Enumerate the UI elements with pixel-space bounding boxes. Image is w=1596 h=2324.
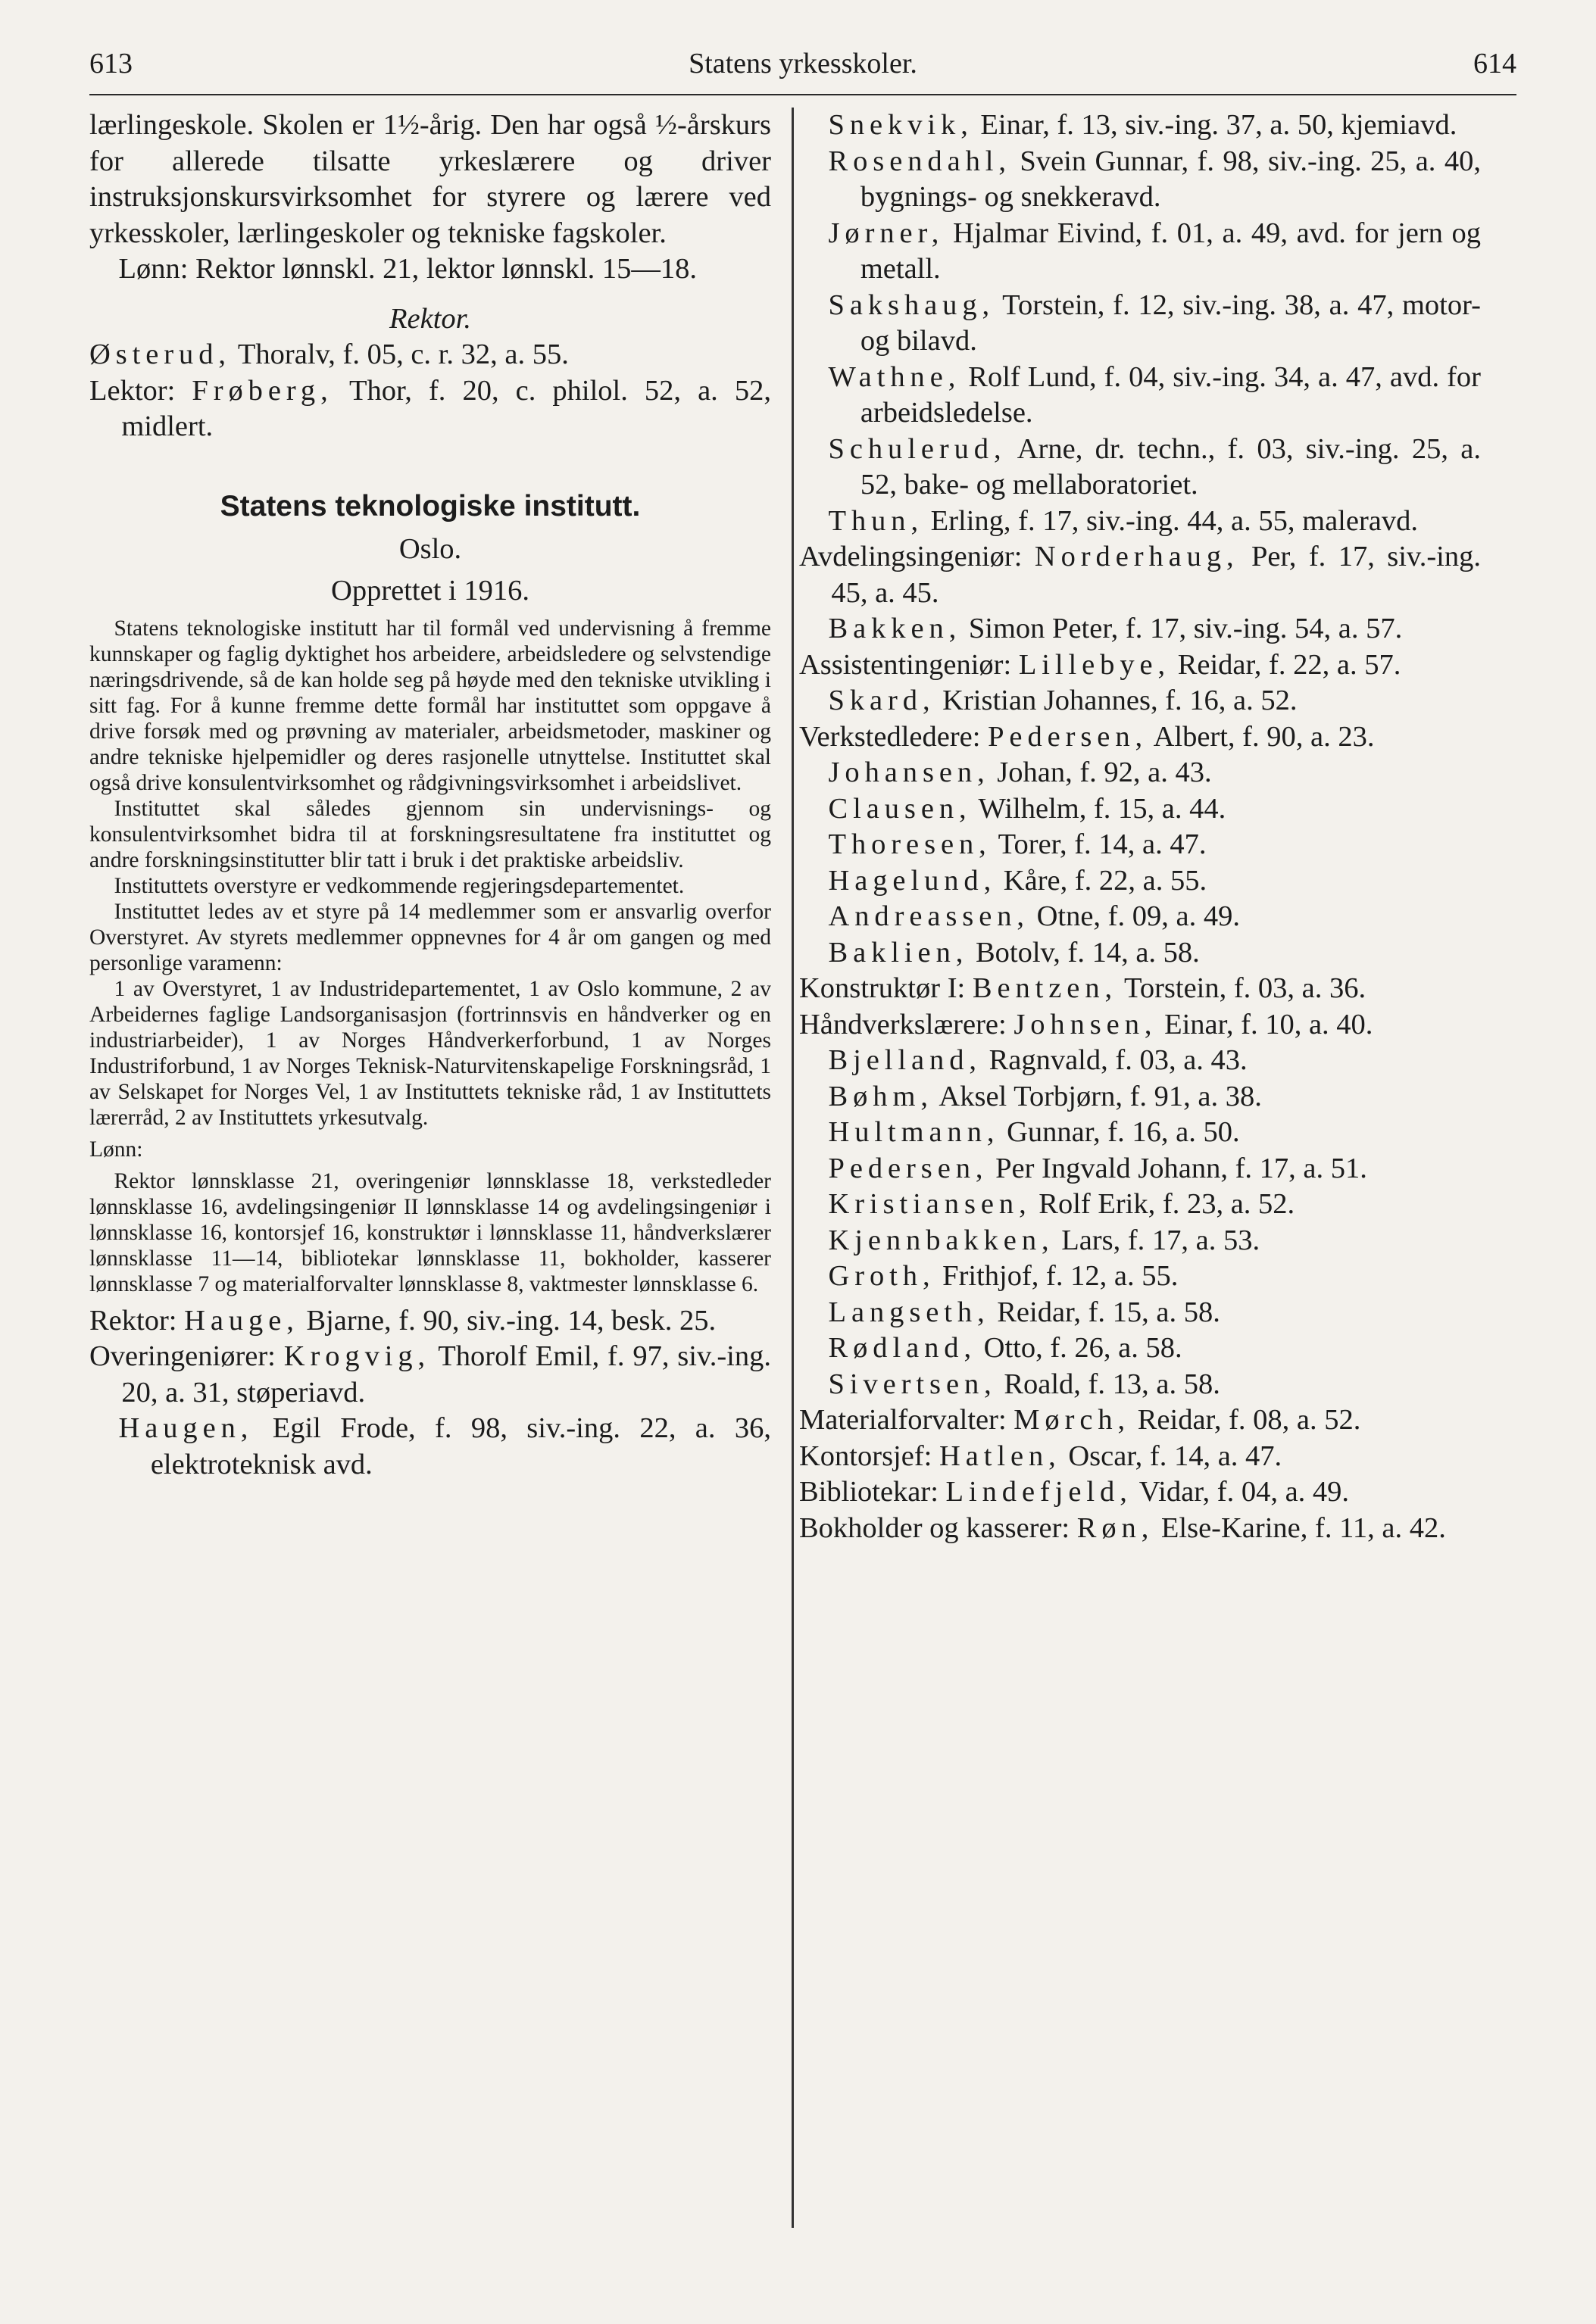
staff-entry (799, 719, 1481, 756)
staff-details: Botolv, f. 14, a. 58. (968, 936, 1200, 969)
salary-paragraph: Rektor lønnsklasse 21, overingeniør lønnsklasse 18, verkstedleder lønnsklasse 16, avdelingsingeniør II lønnsklasse 14 og avdelingsingeniør i lønnsklasse 16, kontorsjef 16, konstruktør i lønnsklasse 11, håndverkslærer lønnsklasse 11—14, bibliotekar lønnsklasse 11, bokholder, kasserer lønnsklasse 7 og materialforvalter lønnsklasse 8, vaktmester lønnsklasse 6. (89, 1168, 771, 1296)
staff-entry (799, 1115, 1481, 1151)
staff-entry (799, 647, 1481, 684)
staff-name: Wathne, (828, 360, 961, 393)
staff-name: Pedersen, (828, 1152, 989, 1184)
staff-name: Hultmann, (828, 1116, 1000, 1148)
staff-details: Aksel Torbjørn, f. 91, a. 38. (932, 1080, 1262, 1112)
staff-entry (799, 1330, 1481, 1367)
staff-name: Rosendahl, (828, 145, 1011, 177)
staff-name: Pedersen, (988, 720, 1148, 753)
staff-details: Per Ingvald Johann, f. 17, a. 51. (988, 1152, 1367, 1184)
staff-details: Ragnvald, f. 03, a. 43. (981, 1044, 1248, 1076)
staff-entry (799, 432, 1481, 504)
staff-name: Røn, (1076, 1511, 1154, 1544)
staff-entry (799, 1151, 1481, 1187)
header-rule (89, 94, 1516, 95)
staff-entry (799, 863, 1481, 900)
lektor-details: Thor, f. 20, c. philol. 52, a. 52, midlert. (121, 374, 771, 442)
staff-details: Svein Gunnar, f. 98, siv.-ing. 25, a. 40, bygnings- og snekkeravd. (860, 145, 1481, 213)
staff-details: Hjalmar Eivind, f. 01, a. 49, avd. for jern og metall. (860, 217, 1481, 285)
left-column (89, 108, 771, 1483)
staff-entry (799, 683, 1481, 719)
staff-name: Lindefjeld, (945, 1476, 1132, 1508)
staff-entry (799, 755, 1481, 791)
staff-name: Hagelund, (828, 864, 997, 897)
salary-line: Lønn: Rektor lønnskl. 21, lektor lønnskl. 15—18. (118, 253, 698, 285)
overstyre-paragraph: Instituttets overstyre er vedkommende regjeringsdepartementet. (114, 873, 685, 898)
staff-details: Rolf Erik, f. 23, a. 52. (1031, 1188, 1295, 1220)
staff-details: Frithjof, f. 12, a. 55. (935, 1260, 1179, 1292)
staff-details: Erling, f. 17, siv.-ing. 44, a. 55, maleravd. (923, 504, 1418, 537)
staff-entry (799, 791, 1481, 828)
lektor-label: Lektor: (89, 374, 192, 407)
staff-details: Torstein, f. 03, a. 36. (1117, 972, 1366, 1004)
staff-details: Torer, f. 14, a. 47. (991, 828, 1207, 860)
lektor-entry (89, 373, 771, 445)
staff-role-label: Bibliotekar: (799, 1476, 946, 1508)
staff-name: Sivertsen, (828, 1368, 997, 1400)
staff-entry (799, 935, 1481, 972)
research-paragraph: Instituttet skal således gjennom sin undervisnings- og konsulentvirksomhet bidra til at forskningsresultatene fra instituttet og andre forskningsinstitutter blir tatt i bruk i det praktiske arbeidsliv. (89, 796, 771, 872)
staff-entry (799, 504, 1481, 540)
right-column (799, 108, 1481, 1546)
staff-details: Albert, f. 90, a. 23. (1148, 720, 1375, 753)
staff-details: Lars, f. 17, a. 53. (1054, 1224, 1260, 1256)
staff-details: Otto, f. 26, a. 58. (976, 1332, 1182, 1364)
staff-entry (799, 1007, 1481, 1043)
staff-details: Else-Karine, f. 11, a. 42. (1154, 1511, 1446, 1544)
staff-name: Thun, (828, 504, 924, 537)
intro-paragraph: lærlingeskole. Skolen er 1½-årig. Den har også ½-årskurs for allerede tilsatte yrkeslærere og driver instruksjonskursvirksomhet for styrere og lærere ved yrkesskoler, lærlingeskoler og tekniske fagskoler. (89, 109, 771, 249)
purpose-paragraph: Statens teknologiske institutt har til formål ved undervisning å fremme kunnskaper og faglig dyktighet hos arbeidere, arbeidsledere og selvstendige næringsdrivende, så de kan holde seg på høyde med den tekniske utvikling i sitt fag. For å kunne fremme dette formål har instituttet som oppgave å drive forsøk med og prøvning av materialer, arbeidsmetoder, maskiner og andre tekniske hjelpemidler og deres rasjonelle utnyttelse. Instituttet skal også drive konsulentvirksomhet og rådgivningsvirksomhet i arbeidslivet. (89, 616, 771, 795)
staff-details: Gunnar, f. 16, a. 50. (999, 1116, 1240, 1148)
staff-details: Kåre, f. 22, a. 55. (996, 864, 1207, 897)
rektor2-details: Bjarne, f. 90, siv.-ing. 14, besk. 25. (298, 1304, 717, 1337)
staff-name: Clausen, (828, 792, 972, 825)
staff-details: Oscar, f. 14, a. 47. (1060, 1440, 1282, 1472)
rektor-heading: Rektor. (389, 302, 471, 335)
staff-entry (799, 1402, 1481, 1439)
staff-name: Schulerud, (828, 432, 1007, 465)
staff-name: Snekvik, (828, 109, 973, 141)
staff-details: Arne, dr. techn., f. 03, siv.-ing. 25, a. 52, bake- og mellaboratoriet. (860, 432, 1481, 501)
staff-entry (799, 288, 1481, 360)
staff-entry (799, 827, 1481, 863)
staff-role-label: Bokholder og kasserer: (799, 1511, 1077, 1544)
overingenior2-name: Haugen, (118, 1412, 254, 1444)
staff-entry (799, 1439, 1481, 1475)
staff-name: Kjennbakken, (828, 1224, 1054, 1256)
section-title: Statens teknologiske institutt. (220, 489, 641, 523)
staff-name: Langseth, (828, 1296, 990, 1328)
staff-name: Norderhaug, (1034, 541, 1239, 572)
staff-details: Otne, f. 09, a. 49. (1029, 900, 1240, 932)
staff-details: Reidar, f. 22, a. 57. (1170, 648, 1401, 681)
staff-entry (799, 539, 1481, 611)
staff-entry (799, 899, 1481, 935)
staff-details: Vidar, f. 04, a. 49. (1132, 1476, 1350, 1508)
staff-details: Roald, f. 13, a. 58. (996, 1368, 1220, 1400)
staff-entry (799, 108, 1481, 144)
staff-entry (799, 1079, 1481, 1115)
staff-name: Bøhm, (828, 1080, 933, 1112)
staff-role-label: Verkstedledere: (799, 720, 989, 753)
city: Oslo. (398, 532, 462, 565)
overingenior1-name: Krogvig, (283, 1340, 431, 1372)
overingenior2-details: Egil Frode, f. 98, siv.-ing. 22, a. 36, elektroteknisk avd. (150, 1412, 771, 1480)
staff-details: Einar, f. 13, siv.-ing. 37, a. 50, kjemiavd. (973, 109, 1457, 141)
staff-name: Johansen, (828, 756, 990, 788)
staff-name: Andreassen, (828, 900, 1029, 932)
staff-details: Per, f. 17, siv.-ing. 45, a. 45. (831, 541, 1481, 609)
staff-entry (799, 1511, 1481, 1547)
board-paragraph: Instituttet ledes av et styre på 14 medlemmer som er ansvarlig overfor Overstyret. Av styrets medlemmer oppnevnes for 4 år om gangen og med personlige varamenn: (89, 899, 771, 975)
staff-name: Groth, (828, 1260, 935, 1292)
staff-role-label: Konstruktør I: (799, 972, 973, 1004)
staff-name: Lillebye, (1018, 648, 1171, 681)
founded-line: Opprettet i 1916. (331, 575, 529, 607)
rektor-name: Østerud, (89, 338, 231, 370)
staff-name: Thoresen, (828, 828, 992, 860)
staff-details: Reidar, f. 08, a. 52. (1130, 1404, 1361, 1436)
rektor2-label: Rektor: (89, 1304, 185, 1337)
staff-role-label: Materialforvalter: (799, 1404, 1014, 1436)
staff-entry (799, 216, 1481, 288)
staff-details: Johan, f. 92, a. 43. (989, 756, 1212, 788)
staff-role-label: Assistentingeniør: (799, 648, 1019, 681)
board-members-paragraph: 1 av Overstyret, 1 av Industridepartementet, 1 av Oslo kommune, 2 av Arbeidernes faglige Landsorganisasjon (fortrinnsvis en håndverker og en industriarbeider), 1 av Norges Håndverkerforbund, 1 av Norges Industriforbund, 1 av Norges Teknisk-Naturvitenskapelige Forskningsråd, 1 av Selskapet for Norges Vel, 1 av Instituttets tekniske råd, 1 av Instituttets lærerråd, 2 av Instituttets yrkesutvalg. (89, 976, 771, 1130)
staff-name: Skard, (828, 685, 935, 716)
staff-entry (799, 1295, 1481, 1331)
staff-name: Rødland, (828, 1332, 977, 1364)
staff-details: Reidar, f. 15, a. 58. (989, 1296, 1220, 1328)
staff-name: Johnsen, (1014, 1008, 1157, 1040)
staff-entry (799, 1043, 1481, 1079)
staff-details: Rolf Lund, f. 04, siv.-ing. 34, a. 47, avd. for arbeidsledelse. (860, 360, 1481, 429)
running-title: Statens yrkesskoler. (689, 48, 917, 80)
rektor-details: Thoralv, f. 05, c. r. 32, a. 55. (230, 338, 569, 370)
staff-entry (799, 1367, 1481, 1403)
staff-details: Torstein, f. 12, siv.-ing. 38, a. 47, motor- og bilavd. (860, 289, 1481, 357)
overingenior2-entry (89, 1411, 771, 1483)
staff-entry (799, 1187, 1481, 1223)
staff-name: Sakshaug, (828, 289, 995, 321)
staff-role-label: Håndverkslærere: (799, 1008, 1014, 1040)
staff-entry (799, 971, 1481, 1007)
staff-name: Mørch, (1014, 1404, 1131, 1436)
right-page-number: 614 (1473, 48, 1516, 80)
staff-details: Kristian Johannes, f. 16, a. 52. (935, 685, 1298, 716)
staff-entry (799, 144, 1481, 216)
overingenior1-details: Thorolf Emil, f. 97, siv.-ing. 20, a. 31, støperiavd. (121, 1340, 771, 1408)
staff-name: Bjelland, (828, 1044, 982, 1076)
overingenior-label: Overingeniører: (89, 1340, 284, 1372)
left-page-number: 613 (89, 48, 133, 80)
staff-entry (799, 360, 1481, 432)
salary-heading: Lønn: (89, 1137, 143, 1162)
staff-entry (799, 1259, 1481, 1295)
staff-details: Einar, f. 10, a. 40. (1157, 1008, 1373, 1040)
rektor2-entry (89, 1303, 771, 1340)
lektor-name: Frøberg, (192, 374, 333, 407)
rektor-entry (89, 337, 771, 373)
staff-details: Simon Peter, f. 17, siv.-ing. 54, a. 57. (961, 613, 1403, 644)
staff-entry (799, 611, 1481, 647)
overingenior1-entry (89, 1339, 771, 1411)
staff-name: Kristiansen, (828, 1188, 1032, 1220)
staff-entry (799, 1474, 1481, 1511)
rektor2-name: Hauge, (184, 1304, 299, 1337)
staff-entry (799, 1223, 1481, 1259)
page-header (89, 47, 1516, 92)
staff-name: Bentzen, (972, 972, 1118, 1004)
staff-name: Jørner, (828, 217, 945, 249)
column-divider (792, 108, 794, 2228)
staff-role-label: Kontorsjef: (799, 1440, 939, 1472)
staff-name: Bakken, (828, 613, 962, 644)
staff-name: Hatlen, (939, 1440, 1061, 1472)
staff-name: Baklien, (828, 936, 969, 969)
staff-details: Wilhelm, f. 15, a. 44. (971, 792, 1226, 825)
staff-role-label: Avdelingsingeniør: (799, 541, 1035, 572)
